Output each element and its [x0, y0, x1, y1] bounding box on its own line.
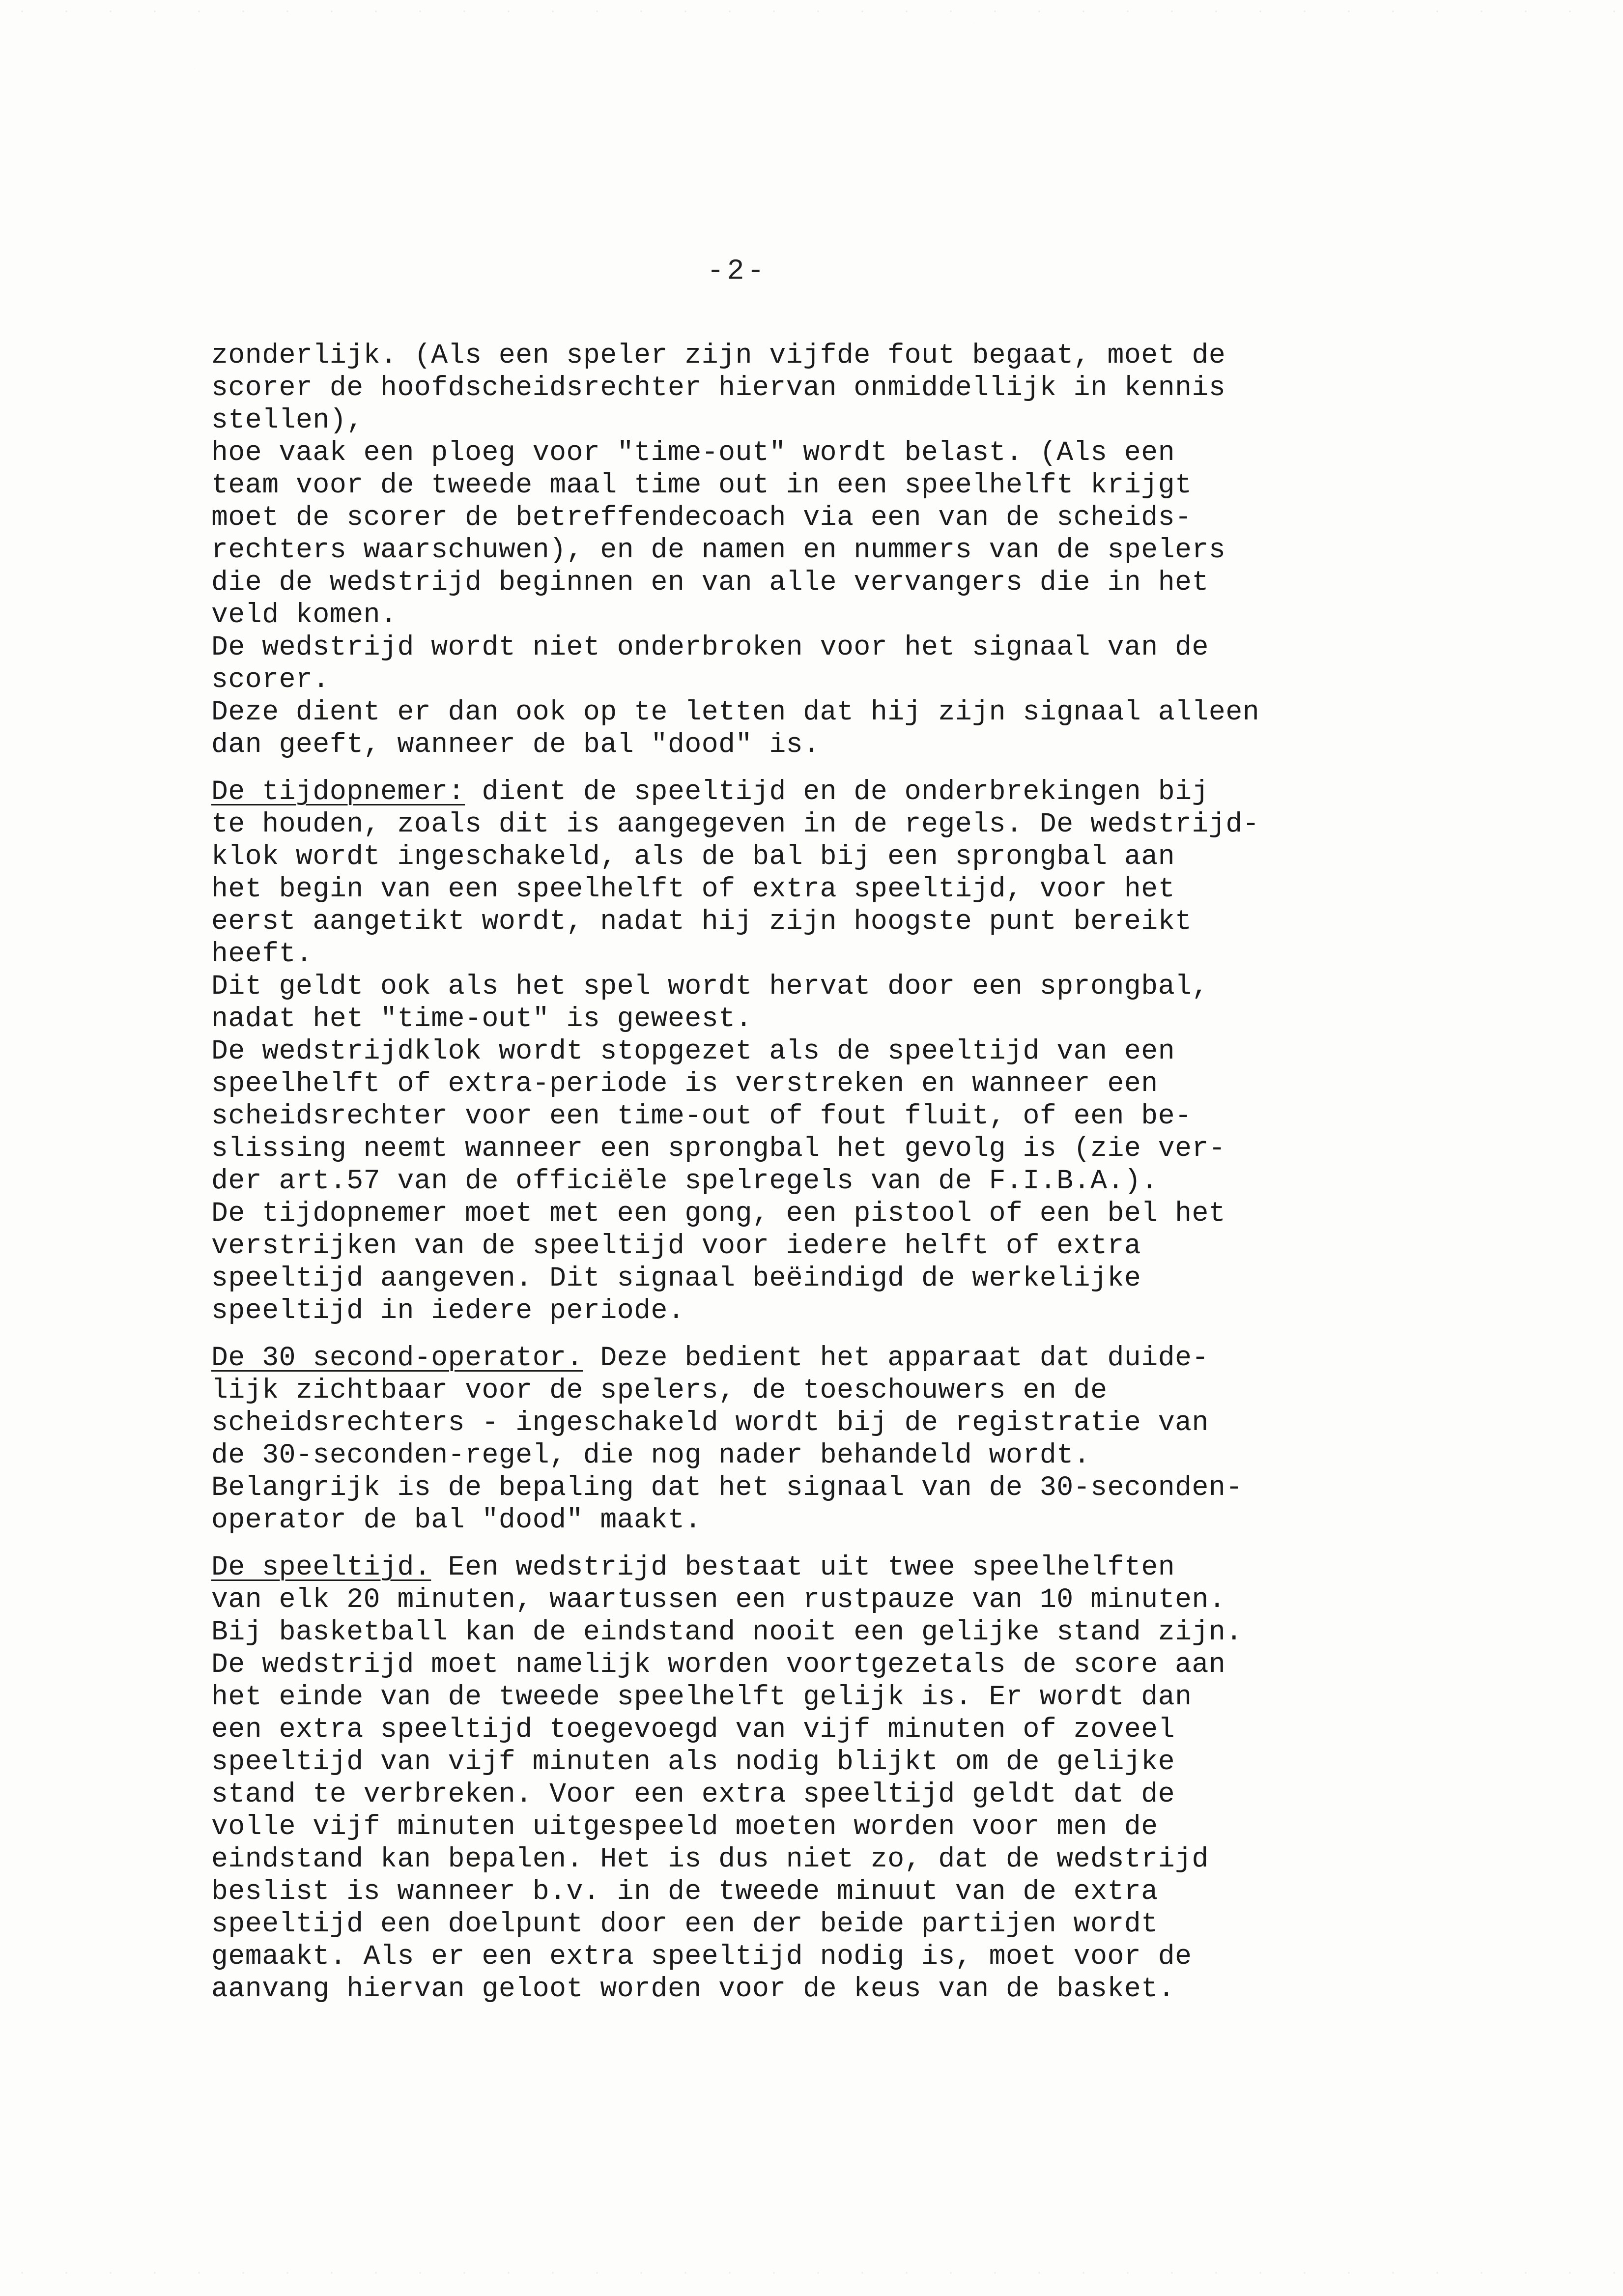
text-line: speelhelft of extra-periode is verstreken en wanneer een — [211, 1068, 1158, 1099]
text-line: De wedstrijdklok wordt stopgezet als de speeltijd van een — [211, 1035, 1175, 1067]
text-line-with-heading — [211, 1551, 1469, 1583]
paragraph-scorer-duties — [211, 339, 1469, 761]
page-number: -2- — [707, 256, 768, 287]
text-line: klok wordt ingeschakeld, als de bal bij een sprongbal aan — [211, 841, 1175, 872]
text-line: te houden, zoals dit is aangegeven in de regels. De wedstrijd- — [211, 808, 1260, 840]
section-heading-timekeeper: De tijdopnemer: — [211, 776, 465, 807]
text-line: scorer. — [211, 664, 330, 695]
text-line-with-heading — [211, 775, 1469, 808]
text-line: dan geeft, wanneer de bal "dood" is. — [211, 729, 820, 760]
text-line: speeltijd aangeven. Dit signaal beëindigd de werkelijke — [211, 1263, 1141, 1294]
text-line: volle vijf minuten uitgespeeld moeten worden voor men de — [211, 1811, 1158, 1842]
text-line: hoe vaak een ploeg voor "time-out" wordt belast. (Als een — [211, 437, 1175, 468]
text-line: scheidsrechters - ingeschakeld wordt bij de registratie van — [211, 1407, 1209, 1438]
text-line: rechters waarschuwen), en de namen en nummers van de spelers — [211, 534, 1226, 566]
text-line: speeltijd een doelpunt door een der beide partijen wordt — [211, 1908, 1158, 1940]
text-line: scheidsrechter voor een time-out of fout fluit, of een be- — [211, 1100, 1192, 1132]
text-line: een extra speeltijd toegevoegd van vijf minuten of zoveel — [211, 1714, 1175, 1745]
text-line-with-heading — [211, 1342, 1469, 1374]
text-line: beslist is wanneer b.v. in de tweede minuut van de extra — [211, 1876, 1158, 1907]
scan-noise-top — [0, 4, 1623, 24]
text-line: nadat het "time-out" is geweest. — [211, 1003, 752, 1034]
text-line: de 30-seconden-regel, die nog nader behandeld wordt. — [211, 1439, 1091, 1471]
text-fragment: dient de speeltijd en de onderbrekingen bij — [465, 776, 1209, 807]
text-line: speeltijd in iedere periode. — [211, 1295, 685, 1326]
text-line: Dit geldt ook als het spel wordt hervat door een sprongbal, — [211, 971, 1209, 1002]
text-line: team voor de tweede maal time out in een speelhelft krijgt — [211, 469, 1192, 501]
text-line: eerst aangetikt wordt, nadat hij zijn hoogste punt bereikt — [211, 906, 1192, 937]
paragraph-30-second-operator — [211, 1342, 1469, 1536]
text-fragment: Deze bedient het apparaat dat duide- — [583, 1342, 1209, 1374]
text-line: veld komen. — [211, 599, 398, 631]
section-heading-playing-time: De speeltijd. — [211, 1551, 431, 1583]
text-line: die de wedstrijd beginnen en van alle vervangers die in het — [211, 567, 1209, 598]
scan-noise-bottom — [0, 2266, 1623, 2285]
text-line: gemaakt. Als er een extra speeltijd nodig is, moet voor de — [211, 1941, 1192, 1972]
text-line: verstrijken van de speeltijd voor iedere helft of extra — [211, 1230, 1141, 1262]
text-line: scorer de hoofdscheidsrechter hiervan onmiddellijk in kennis — [211, 372, 1226, 403]
text-line: aanvang hiervan geloot worden voor de keus van de basket. — [211, 1973, 1175, 2005]
text-line: Belangrijk is de bepaling dat het signaal van de 30-seconden- — [211, 1472, 1243, 1503]
text-line: het einde van de tweede speelhelft gelijk is. Er wordt dan — [211, 1681, 1192, 1713]
text-line: De wedstrijd moet namelijk worden voortgezetals de score aan — [211, 1649, 1226, 1680]
text-line: slissing neemt wanneer een sprongbal het gevolg is (zie ver- — [211, 1133, 1226, 1164]
text-line: der art.57 van de officiële spelregels van de F.I.B.A.). — [211, 1165, 1158, 1197]
paragraph-playing-time — [211, 1551, 1469, 2005]
text-line: speeltijd van vijf minuten als nodig blijkt om de gelijke — [211, 1746, 1175, 1778]
text-line: zonderlijk. (Als een speler zijn vijfde fout begaat, moet de — [211, 340, 1226, 371]
paragraph-timekeeper — [211, 775, 1469, 1327]
section-heading-30-second-operator: De 30 second-operator. — [211, 1342, 583, 1374]
text-line: De tijdopnemer moet met een gong, een pistool of een bel het — [211, 1198, 1226, 1229]
document-body — [211, 339, 1469, 2005]
text-line: lijk zichtbaar voor de spelers, de toeschouwers en de — [211, 1375, 1108, 1406]
text-line: moet de scorer de betreffendecoach via een van de scheids- — [211, 502, 1192, 533]
text-line: stellen), — [211, 404, 364, 436]
text-line: stand te verbreken. Voor een extra speeltijd geldt dat de — [211, 1779, 1175, 1810]
text-line: De wedstrijd wordt niet onderbroken voor het signaal van de — [211, 631, 1209, 663]
text-line: eindstand kan bepalen. Het is dus niet zo, dat de wedstrijd — [211, 1843, 1209, 1875]
text-line: het begin van een speelhelft of extra speeltijd, voor het — [211, 873, 1175, 905]
text-line: Deze dient er dan ook op te letten dat hij zijn signaal alleen — [211, 696, 1260, 728]
text-fragment: Een wedstrijd bestaat uit twee speelhelften — [431, 1551, 1175, 1583]
text-line: operator de bal "dood" maakt. — [211, 1504, 702, 1536]
text-line: van elk 20 minuten, waartussen een rustpauze van 10 minuten. — [211, 1584, 1226, 1615]
text-line: Bij basketball kan de eindstand nooit een gelijke stand zijn. — [211, 1616, 1243, 1648]
text-line: heeft. — [211, 938, 313, 970]
